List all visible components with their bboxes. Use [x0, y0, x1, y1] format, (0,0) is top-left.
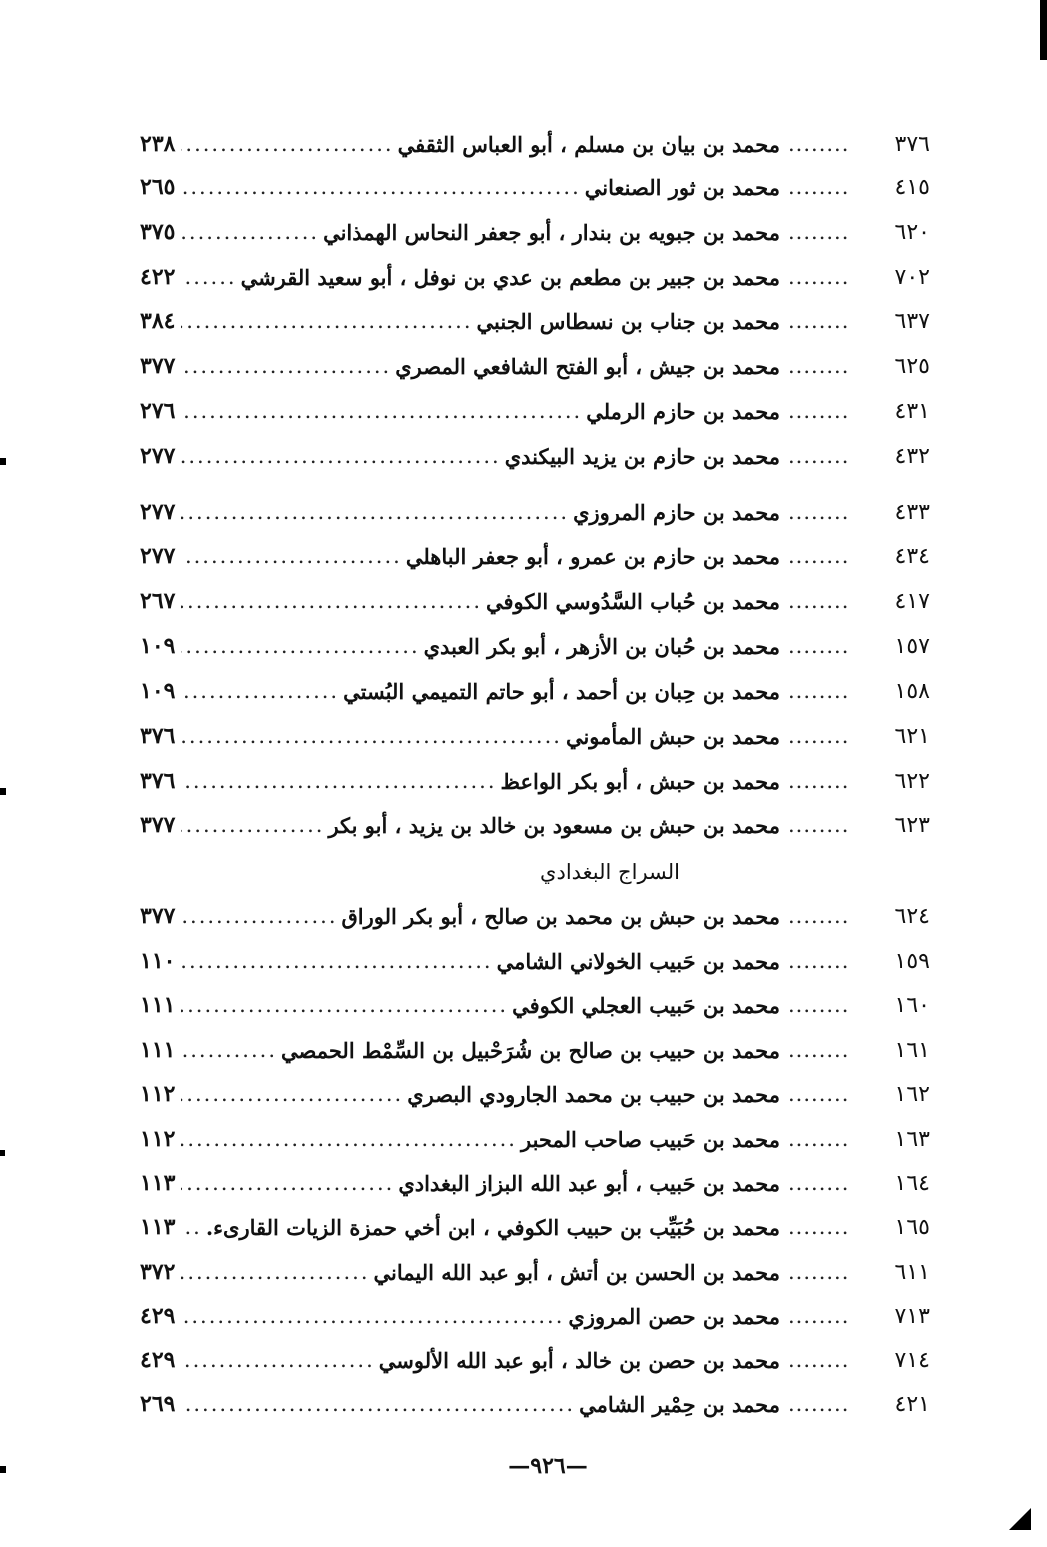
leader-dots [181, 633, 419, 659]
entry-name: محمد بن حبش بن محمد بن صالح ، أبو بكر الوراق [341, 903, 780, 929]
entry-number: ١٦٣ [894, 1126, 930, 1152]
entry-number: ٧٠٢ [894, 264, 930, 290]
entry-number: ٣٧٦ [894, 131, 930, 157]
entry-page: ٣٧٢ [140, 1259, 176, 1285]
leader-dots [788, 1171, 858, 1195]
leader-dots [788, 904, 858, 928]
entry-page: ٣٧٧ [140, 903, 176, 929]
index-entry [140, 1119, 930, 1159]
entry-number: ٦٢٣ [894, 812, 930, 838]
entry-name: محمد بن حُباب السَّدُوسي الكوفي [486, 588, 780, 614]
leader-dots [181, 812, 324, 838]
index-entry [140, 1163, 930, 1203]
entry-name: محمد بن حَبيب صاحب المحبر [520, 1126, 780, 1152]
leader-dots [788, 679, 858, 703]
leader-dots [181, 903, 337, 929]
entry-page: ٣٧٧ [140, 353, 176, 379]
entry-name: محمد بن حَبيب ، أبو عبد الله البزاز البغدادي [398, 1170, 780, 1196]
entry-number: ٤٣٣ [894, 499, 930, 525]
scan-mark [0, 1150, 5, 1156]
index-entry [140, 716, 930, 756]
entry-page: ٢٧٧ [140, 499, 176, 525]
leader-dots [181, 588, 482, 614]
entry-page: ٤٢٩ [140, 1303, 176, 1329]
leader-dots [181, 1391, 575, 1417]
entry-number: ٤٣٤ [894, 543, 930, 569]
entry-page: ٢٦٧ [140, 588, 176, 614]
index-entry [140, 212, 930, 252]
index-entry [140, 1340, 930, 1380]
leader-dots [181, 1170, 394, 1196]
leader-dots [788, 724, 858, 748]
leader-dots [788, 813, 858, 837]
leader-dots [181, 219, 319, 245]
leader-dots [181, 499, 569, 525]
entry-name: محمد بن حبيب بن صالح بن شُرَحْبيل بن السِّمْط الحمصي [281, 1037, 780, 1063]
index-entry [140, 167, 930, 207]
entry-name: محمد بن بيان بن مسلم ، أبو العباس الثقفي [397, 131, 780, 157]
index-entry [140, 1384, 930, 1424]
index-entry [140, 492, 930, 532]
entry-name: محمد بن حصن بن خالد ، أبو عبد الله الألوسي [378, 1347, 780, 1373]
entry-page: ٢٧٧ [140, 443, 176, 469]
entry-page: ١١١ [140, 1037, 176, 1063]
entry-number: ٧١٤ [894, 1347, 930, 1373]
entry-name: محمد بن حَبيب الخولاني الشامي [496, 948, 780, 974]
index-entry [140, 436, 930, 476]
entry-number: ١٥٨ [894, 678, 930, 704]
leader-dots [788, 265, 858, 289]
entry-page: ٣٧٧ [140, 812, 176, 838]
entry-name: محمد بن حازم المروزي [573, 499, 780, 525]
entry-name: محمد بن حبش بن مسعود بن خالد بن يزيد ، أبو بكر [328, 812, 780, 838]
index-entry [140, 1207, 930, 1247]
entry-page: ١١٠ [140, 948, 176, 974]
leader-dots [788, 354, 858, 378]
entry-name: محمد بن حازم الرملي [586, 398, 780, 424]
entry-number: ٤١٧ [894, 588, 930, 614]
entry-page: ٣٧٥ [140, 219, 176, 245]
index-entry [140, 1252, 930, 1292]
leader-dots [181, 264, 236, 290]
leader-dots [788, 993, 858, 1017]
entry-number: ١٦٠ [894, 992, 930, 1018]
leader-dots [788, 1348, 858, 1372]
leader-dots [788, 500, 858, 524]
leader-dots [788, 1392, 858, 1416]
entry-page: ١١٢ [140, 1126, 176, 1152]
leader-dots [181, 723, 562, 749]
entry-number: ٦٢٠ [894, 219, 930, 245]
entry-name: محمد بن حازم بن يزيد البيكندي [504, 443, 780, 469]
index-entry [140, 985, 930, 1025]
entry-page: ١١٣ [140, 1214, 176, 1240]
entry-page: ١٠٩ [140, 678, 176, 704]
entry-page: ١١٣ [140, 1170, 176, 1196]
entry-number: ٦٢٤ [894, 903, 930, 929]
entry-name: محمد بن جبير بن مطعم بن عدي بن نوفل ، أبو سعيد القرشي [240, 264, 780, 290]
entry-name: محمد بن حِبان بن أحمد ، أبو حاتم التميمي البُستي [343, 678, 780, 704]
leader-dots [788, 132, 858, 156]
corner-mark-icon [1009, 1508, 1031, 1530]
index-entry [140, 124, 930, 164]
index-entry [140, 896, 930, 936]
entry-page: ٤٢٩ [140, 1347, 176, 1373]
entry-number: ١٥٩ [894, 948, 930, 974]
leader-dots [788, 589, 858, 613]
leader-dots [181, 1303, 564, 1329]
entry-number: ٤٢١ [894, 1391, 930, 1417]
leader-dots [181, 131, 393, 157]
entry-name: محمد بن حبش ، أبو بكر الواعظ [500, 768, 780, 794]
leader-dots [181, 992, 508, 1018]
leader-dots [788, 1082, 858, 1106]
index-entry [140, 805, 930, 845]
leader-dots [181, 1259, 369, 1285]
entry-number: ٦٢١ [894, 723, 930, 749]
leader-dots [788, 309, 858, 333]
scan-edge [1040, 0, 1047, 60]
leader-dots [788, 544, 858, 568]
scan-mark [0, 1466, 6, 1473]
scan-mark [0, 458, 6, 465]
index-entry [140, 1074, 930, 1114]
scan-mark [0, 788, 6, 795]
entry-number: ٧١٣ [894, 1303, 930, 1329]
entry-number: ١٦٤ [894, 1170, 930, 1196]
leader-dots [181, 543, 401, 569]
leader-dots [788, 769, 858, 793]
entry-number: ١٦١ [894, 1037, 930, 1063]
entry-number: ٤٣٢ [894, 443, 930, 469]
entry-number: ٦٢٢ [894, 768, 930, 794]
leader-dots [788, 175, 858, 199]
entry-name: محمد بن حبيب بن محمد الجارودي البصري [407, 1081, 780, 1107]
entry-number: ٦١١ [894, 1259, 930, 1285]
entry-name: محمد بن جبويه بن بندار ، أبو جعفر النحاس الهمذاني [323, 219, 780, 245]
entry-number: ١٦٥ [894, 1214, 930, 1240]
index-entry [140, 761, 930, 801]
entry-name: محمد بن حِمْير الشامي [579, 1391, 780, 1417]
entry-page: ٣٧٦ [140, 723, 176, 749]
leader-dots [181, 174, 580, 200]
leader-dots [788, 444, 858, 468]
index-entry [140, 941, 930, 981]
entry-page: ٤٢٢ [140, 264, 176, 290]
leader-dots [181, 398, 582, 424]
leader-dots [788, 1215, 858, 1239]
leader-dots [181, 678, 339, 704]
index-entry [140, 626, 930, 666]
page-number: —٩٢٦— [508, 1453, 588, 1479]
index-entry [140, 257, 930, 297]
leader-dots [788, 634, 858, 658]
entry-name: محمد بن حبش المأموني [565, 723, 780, 749]
entry-name: محمد بن حُبان بن الأزهر ، أبو بكر العبدي [423, 633, 780, 659]
leader-dots [181, 1214, 201, 1240]
index-entry [140, 581, 930, 621]
entry-number: ١٥٧ [894, 633, 930, 659]
leader-dots [788, 1127, 858, 1151]
entry-page: ٢٦٥ [140, 174, 176, 200]
entry-name: محمد بن ثور الصنعاني [584, 174, 780, 200]
entry-page: ٣٨٤ [140, 308, 176, 334]
index-entry [140, 671, 930, 711]
leader-dots [788, 399, 858, 423]
index-entry [140, 1296, 930, 1336]
leader-dots [181, 948, 492, 974]
entry-name: محمد بن حصن المروزي [568, 1303, 780, 1329]
index-entry [140, 1030, 930, 1070]
index-entry [140, 391, 930, 431]
leader-dots [181, 768, 496, 794]
entry-page: ٢٧٧ [140, 543, 176, 569]
entry-number: ٦٣٧ [894, 308, 930, 334]
entry-page: ٢٣٨ [140, 131, 176, 157]
leader-dots [788, 1260, 858, 1284]
leader-dots [181, 443, 500, 469]
entry-continuation: السراج البغدادي [540, 860, 680, 884]
leader-dots [788, 1038, 858, 1062]
index-entry [140, 301, 930, 341]
leader-dots [788, 1304, 858, 1328]
entry-name: محمد بن الحسن بن أتش ، أبو عبد الله اليماني [373, 1259, 780, 1285]
entry-number: ٦٢٥ [894, 353, 930, 379]
entry-name: محمد بن جيش ، أبو الفتح الشافعي المصري [395, 353, 780, 379]
leader-dots [181, 1347, 374, 1373]
leader-dots [181, 1081, 403, 1107]
leader-dots [181, 1126, 517, 1152]
leader-dots [788, 949, 858, 973]
entry-number: ١٦٢ [894, 1081, 930, 1107]
entry-page: ١١٢ [140, 1081, 176, 1107]
entry-name: محمد بن جناب بن نسطاس الجنبي [476, 308, 780, 334]
leader-dots [181, 353, 391, 379]
index-entry [140, 536, 930, 576]
entry-page: ٣٧٦ [140, 768, 176, 794]
entry-name: محمد بن حُبَيِّب بن حبيب الكوفي ، ابن أخي حمزة الزيات القارىء. [205, 1214, 780, 1240]
leader-dots [788, 220, 858, 244]
entry-page: ١١١ [140, 992, 176, 1018]
entry-page: ٢٧٦ [140, 398, 176, 424]
leader-dots [181, 1037, 277, 1063]
entry-number: ٤١٥ [894, 174, 930, 200]
entry-name: محمد بن حَبيب العجلي الكوفي [512, 992, 780, 1018]
entry-page: ١٠٩ [140, 633, 176, 659]
entry-name: محمد بن حازم بن عمرو ، أبو جعفر الباهلي [405, 543, 780, 569]
entry-page: ٢٦٩ [140, 1391, 176, 1417]
leader-dots [181, 308, 472, 334]
entry-number: ٤٣١ [894, 398, 930, 424]
index-entry [140, 346, 930, 386]
